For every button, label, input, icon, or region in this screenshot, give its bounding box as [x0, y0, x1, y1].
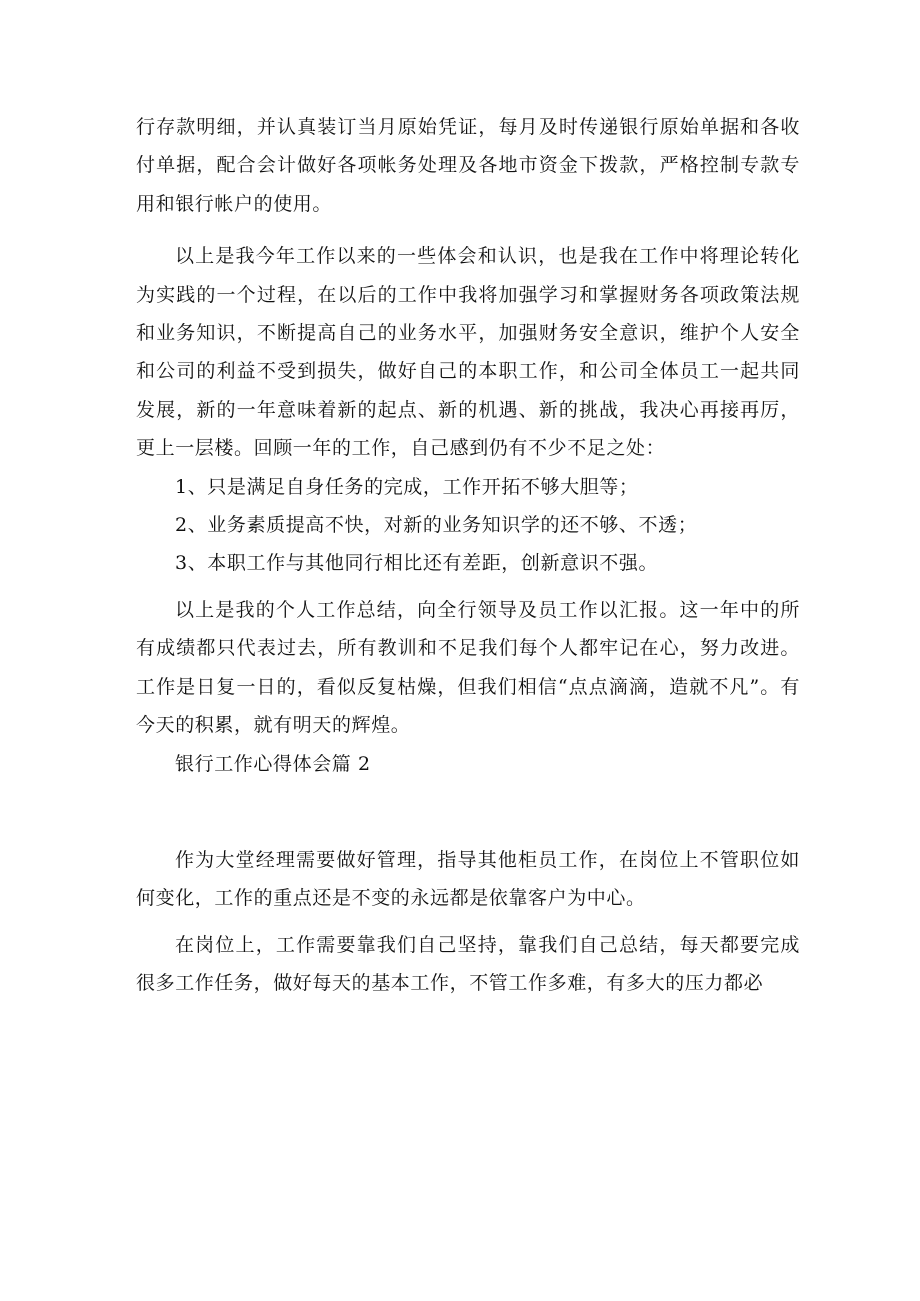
- list-item: 2、业务素质提高不快，对新的业务知识学的还不够、不透；: [175, 514, 698, 537]
- document-body: [136, 108, 800, 1003]
- list-item: 1、只是满足自身任务的完成，工作开拓不够大胆等；: [175, 475, 639, 498]
- paragraph-section: 作为大堂经理需要做好管理，指导其他柜员工作，在岗位上不管职位如何变化，工作的重点还是不变的永远都是依靠客户为中心。: [136, 848, 800, 910]
- paragraph-continued: 行存款明细，并认真装订当月原始凭证，每月及时传递银行原始单据和各收付单据，配合会计做好各项帐务处理及各地市资金下拨款，严格控制专款专用和银行帐户的使用。: [136, 116, 800, 215]
- paragraph-summary: 以上是我今年工作以来的一些体会和认识，也是我在工作中将理论转化为实践的一个过程，在以后的工作中我将加强学习和掌握财务各项政策法规和业务知识，不断提高自己的业务水平，加强财务安全意识，维护个人安全和公司的利益不受到损失，做好自己的本职工作，和公司全体员工一起共同发展，新的一年意味着新的起点、新的机遇、新的挑战，我决心再接再厉，更上一层楼。回顾一年的工作，自己感到仍有不少不足之处：: [136, 245, 800, 460]
- paragraph-section: 在岗位上，工作需要靠我们自己坚持，靠我们自己总结，每天都要完成很多工作任务，做好每天的基本工作，不管工作多难，有多大的压力都必: [136, 933, 800, 995]
- list-item: 3、本职工作与其他同行相比还有差距，创新意识不强。: [175, 552, 659, 575]
- blank-spacer: [136, 783, 800, 841]
- section-heading: 银行工作心得体会篇 2: [175, 752, 371, 775]
- paragraph-closing: 以上是我的个人工作总结，向全行领导及员工作以汇报。这一年中的所有成绩都只代表过去，所有教训和不足我们每个人都牢记在心，努力改进。工作是日复一日的，看似反复枯燥，但我们相信“点点滴滴，造就不凡”。有今天的积累，就有明天的辉煌。: [136, 598, 800, 737]
